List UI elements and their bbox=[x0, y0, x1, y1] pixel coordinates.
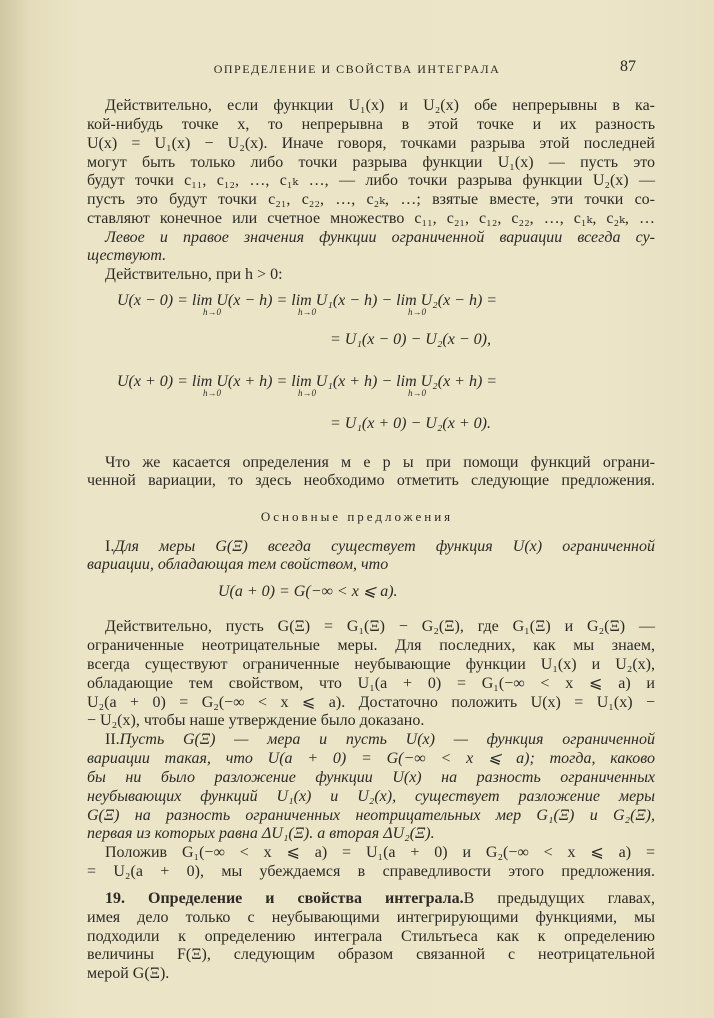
theorem-line: вариации такая, что U(a + 0) = G(−∞ < x ⩽ a); тогда, каково bbox=[87, 750, 655, 767]
text-line: = U₂(a + 0), мы убеждаемся в справедливости этого предложения. bbox=[87, 863, 655, 880]
limit-subscript: h→0 bbox=[408, 388, 426, 398]
text-line: мерой G(Ξ). bbox=[87, 965, 170, 982]
line-text: Для меры G(Ξ) всегда существует функция U(x) ограниченной bbox=[114, 538, 655, 555]
equation: U(a + 0) = G(−∞ < x ⩽ a). bbox=[218, 583, 398, 600]
limit-subscript: h→0 bbox=[408, 307, 426, 317]
text-line: ограниченные неотрицательные меры. Для последних, как мы знаем, bbox=[87, 637, 655, 654]
text-line: U(x) = U₁(x) − U₂(x). Иначе говоря, точками разрыва этой последней bbox=[87, 135, 655, 152]
line-text: Пусть G(Ξ) — мера и пусть U(x) — функция ограниченной bbox=[119, 731, 655, 748]
text-line: подходили к определению интеграла Стильтьеса как к определению bbox=[87, 928, 655, 945]
text-line: Положив G₁(−∞ < x ⩽ a) = U₁(a + 0) и G₂(−∞ < x ⩽ a) = bbox=[105, 844, 655, 861]
page-number: 87 bbox=[620, 58, 636, 75]
theorem-line: неубывающих функций U₁(x) и U₂(x), существует разложение меры bbox=[87, 788, 655, 805]
theorem-line: первая из которых равна ΔU₁(Ξ). а вторая ΔU₂(Ξ). bbox=[87, 825, 435, 842]
text-line: − U₂(x), чтобы наше утверждение было доказано. bbox=[87, 712, 425, 729]
text-line: ченной вариации, то здесь необходимо отметить следующие предложения. bbox=[87, 472, 655, 489]
limit-subscript: h→0 bbox=[298, 307, 316, 317]
item-number: 19. Определение и свойства интеграла. bbox=[105, 890, 464, 907]
limit-subscript: h→0 bbox=[203, 307, 221, 317]
limit-subscript: h→0 bbox=[298, 388, 316, 398]
text-line: имея дело только с неубывающими интегрирующими функциями, мы bbox=[87, 909, 655, 926]
theorem-line: G(Ξ) на разность ограниченных неотрицательных мер G₁(Ξ) и G₂(Ξ), bbox=[87, 807, 655, 824]
text-line: кой-нибудь точке x, то непрерывна в этой точке и их разность bbox=[87, 116, 655, 133]
text-line: могут быть только либо точки разрыва функции U₁(x) — пусть это bbox=[87, 154, 655, 171]
running-header: ОПРЕДЕЛЕНИЕ И СВОЙСТВА ИНТЕГРАЛА bbox=[213, 62, 501, 76]
text-line: пусть это будут точки c₂₁, c₂₂, …, c₂ₖ, …; взятые вместе, эти точки со- bbox=[87, 191, 655, 208]
text-line: Действительно, пусть G(Ξ) = G₁(Ξ) − G₂(Ξ), где G₁(Ξ) и G₂(Ξ) — bbox=[105, 618, 655, 635]
equation: U(x − 0) = lim U(x − h) = lim U₁(x − h) − lim U₂(x − h) = bbox=[117, 292, 498, 309]
text-line bbox=[105, 889, 655, 908]
equation: U(x + 0) = lim U(x + h) = lim U₁(x + h) − lim U₂(x + h) = bbox=[117, 373, 498, 390]
equation: = U₁(x − 0) − U₂(x − 0), bbox=[330, 331, 491, 348]
text-line: Что же касается определения м е р ы при помощи функций ограни- bbox=[105, 454, 655, 471]
text-line: всегда существуют ограниченные неубывающие функции U₁(x) и U₂(x), bbox=[87, 656, 655, 673]
theorem-line bbox=[105, 730, 655, 749]
section-heading: Основные предложения bbox=[260, 509, 454, 524]
text-line: Действительно, если функции U₁(x) и U₂(x) обе непрерывны в ка- bbox=[105, 97, 655, 114]
theorem-line: бы ни было разложение функции U(x) на разность ограниченных bbox=[87, 769, 655, 786]
text-line: будут точки c₁₁, c₁₂, …, c₁ₖ …, — либо точки разрыва функции U₂(x) — bbox=[87, 172, 655, 189]
limit-subscript: h→0 bbox=[203, 388, 221, 398]
item-number: II. bbox=[105, 731, 120, 748]
item-number: I. bbox=[105, 538, 115, 555]
theorem-line: вариации, обладающая тем свойством, что bbox=[87, 556, 389, 573]
text-line: Действительно, при h > 0: bbox=[105, 266, 283, 283]
claim-line: Левое и правое значения функции ограниченной вариации всегда су- bbox=[105, 229, 655, 246]
text-line: U₂(a + 0) = G₂(−∞ < x ⩽ a). Достаточно положить U(x) = U₁(x) − bbox=[87, 694, 655, 711]
line-text: В предыдущих главах, bbox=[463, 890, 655, 907]
theorem-line bbox=[105, 537, 655, 556]
text-line: ставляют конечное или счетное множество c₁₁, c₂₁, c₁₂, c₂₂, …, c₁ₖ, c₂ₖ, … bbox=[87, 210, 655, 227]
equation: = U₁(x + 0) − U₂(x + 0). bbox=[330, 415, 491, 432]
text-line: обладающие тем свойством, что U₁(a + 0) = G₁(−∞ < x ⩽ a) и bbox=[87, 675, 655, 692]
claim-line: ществуют. bbox=[87, 247, 167, 264]
text-line: величины F(Ξ), следующим образом связанной с неотрицательной bbox=[87, 946, 655, 963]
